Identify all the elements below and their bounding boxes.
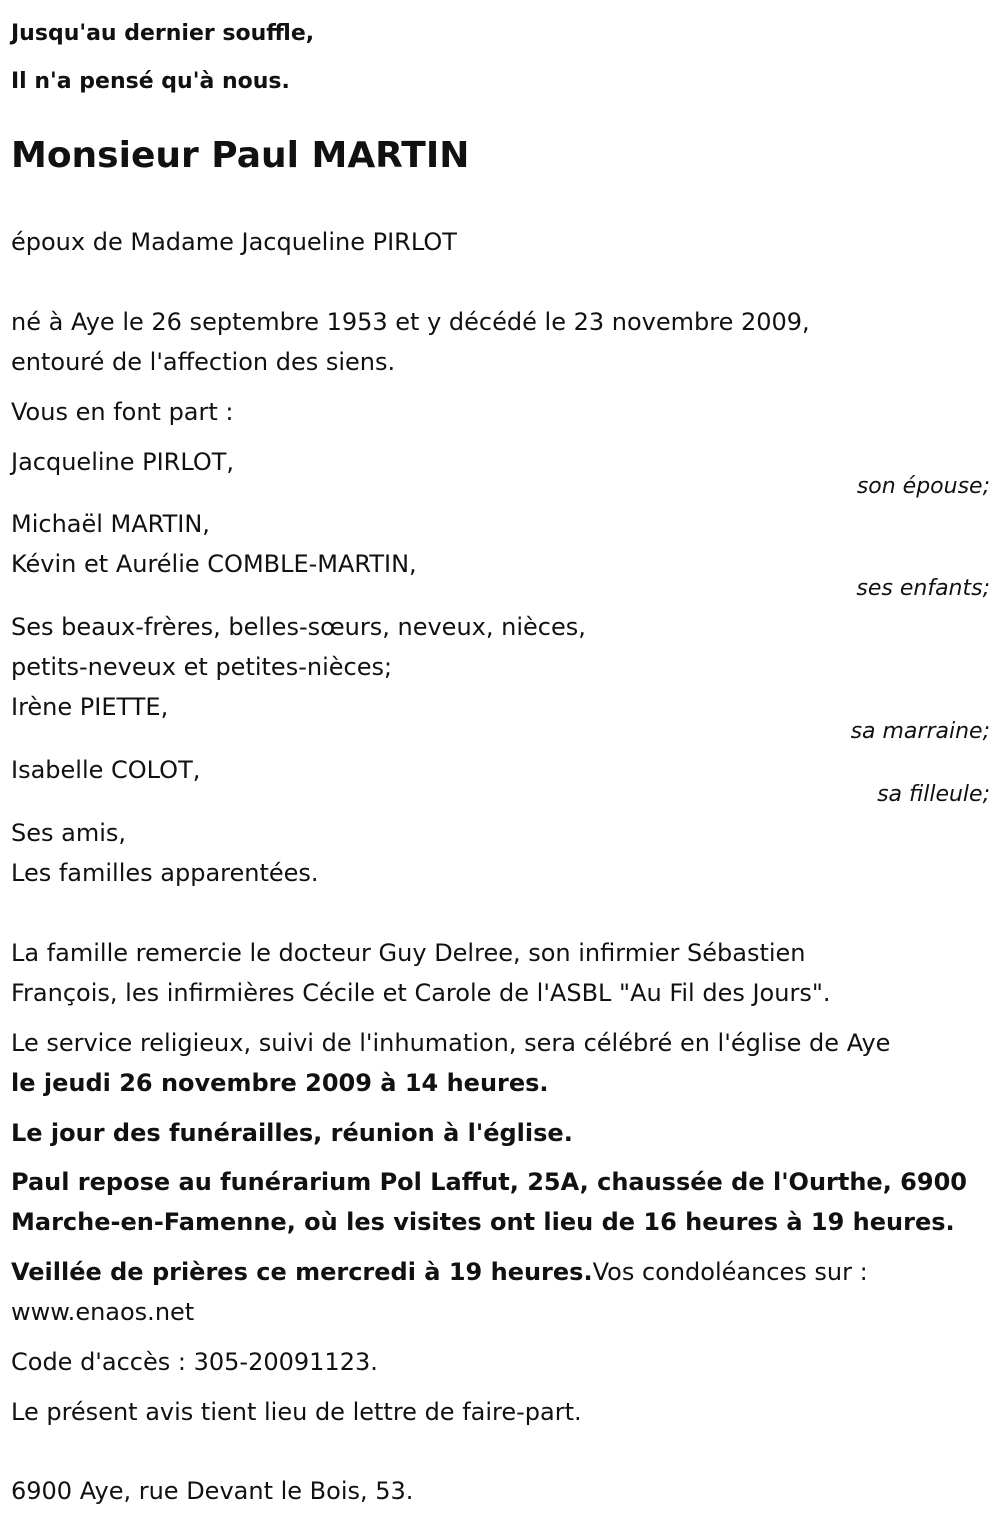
- family-group-goddaughter: [11, 750, 990, 808]
- service-line-1: Le service religieux, suivi de l'inhumation, sera célébré en l'église de Aye: [11, 1029, 891, 1057]
- thanks-block: [11, 933, 990, 1013]
- family-name: Irène PIETTE,: [11, 693, 169, 721]
- others-line: Les familles apparentées.: [11, 859, 319, 887]
- family-role: ses enfants;: [856, 576, 990, 601]
- intro-line: [11, 392, 990, 432]
- family-role: sa filleule;: [877, 782, 990, 807]
- vigil-line: [11, 1252, 990, 1292]
- others-line: Ses amis,: [11, 819, 127, 847]
- family-role: son épouse;: [856, 474, 990, 499]
- meeting-line: [11, 1113, 990, 1153]
- epigraph-line-1: Jusqu'au dernier souffle,: [11, 21, 315, 46]
- family-name: Jacqueline PIRLOT,: [11, 448, 235, 476]
- family-group-godmother: [11, 607, 990, 745]
- thanks-line-1: La famille remercie le docteur Guy Delree, son infirmier Sébastien: [11, 939, 806, 967]
- epigraph-line-2: Il n'a pensé qu'à nous.: [11, 69, 290, 94]
- vigil-block: [11, 1252, 990, 1332]
- notice-text: Le présent avis tient lieu de lettre de faire-part.: [11, 1398, 582, 1426]
- others-block: [11, 813, 990, 893]
- meeting-text: Le jour des funérailles, réunion à l'église.: [11, 1119, 573, 1147]
- access-code-text: Code d'accès : 305-20091123.: [11, 1348, 378, 1376]
- address-line: [11, 1471, 990, 1511]
- access-code-line: [11, 1342, 990, 1382]
- birth-death-text: né à Aye le 26 septembre 1953 et y décédé le 23 novembre 2009,: [11, 308, 810, 336]
- family-name: Michaël MARTIN,: [11, 510, 210, 538]
- deceased-name: Monsieur Paul MARTIN: [11, 135, 470, 176]
- address-text: 6900 Aye, rue Devant le Bois, 53.: [11, 1477, 414, 1505]
- family-name: Isabelle COLOT,: [11, 756, 201, 784]
- vigil-text: Veillée de prières ce mercredi à 19 heures.: [11, 1258, 593, 1286]
- birth-death-block: [11, 302, 990, 382]
- family-name: Kévin et Aurélie COMBLE-MARTIN,: [11, 550, 417, 578]
- rest-block: [11, 1162, 990, 1242]
- family-group-children: [11, 504, 990, 602]
- thanks-line-2: François, les infirmières Cécile et Carole de l'ASBL "Au Fil des Jours".: [11, 979, 831, 1007]
- family-role: sa marraine;: [850, 719, 990, 744]
- spouse-text: époux de Madame Jacqueline PIRLOT: [11, 228, 457, 256]
- family-name: petits-neveux et petites-nièces;: [11, 653, 393, 681]
- rest-line-2: Marche-en-Famenne, où les visites ont lieu de 16 heures à 19 heures.: [11, 1208, 955, 1236]
- service-line-2: le jeudi 26 novembre 2009 à 14 heures.: [11, 1069, 549, 1097]
- notice-line: [11, 1392, 990, 1432]
- family-name: Ses beaux-frères, belles-sœurs, neveux, nièces,: [11, 613, 586, 641]
- service-block: [11, 1023, 990, 1103]
- spouse-line: [11, 222, 990, 262]
- intro-text: Vous en font part :: [11, 398, 234, 426]
- website-link: www.enaos.net: [11, 1298, 195, 1326]
- family-group-spouse: [11, 442, 990, 500]
- rest-line-1: Paul repose au funérarium Pol Laffut, 25A, chaussée de l'Ourthe, 6900: [11, 1168, 967, 1196]
- surrounded-text: entouré de l'affection des siens.: [11, 348, 396, 376]
- condolences-text: Vos condoléances sur :: [592, 1258, 868, 1286]
- epigraph: [11, 10, 314, 106]
